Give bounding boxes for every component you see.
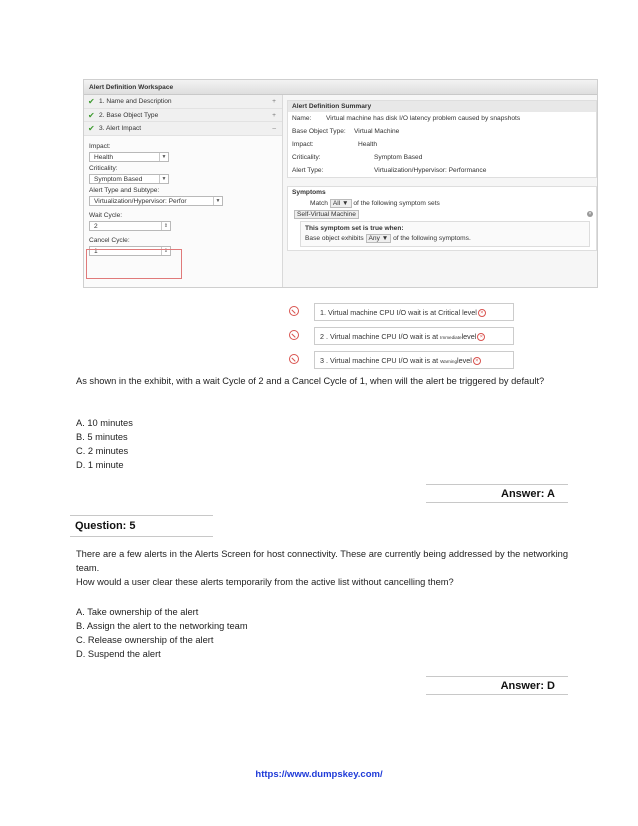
symptom-item: 2 . Virtual machine CPU I/O wait is at Immediatelevel × (289, 327, 529, 346)
exhibit-screenshot (83, 79, 598, 288)
workspace-title: Alert Definition Workspace (84, 80, 597, 95)
step-alert-impact[interactable]: ✔ 3. Alert Impact – (84, 122, 282, 136)
symptom-list (289, 303, 529, 375)
symptoms-panel (287, 186, 597, 251)
stepper-icon[interactable]: ⇕ (161, 247, 170, 255)
workspace-steps-panel (84, 95, 283, 288)
criticality-select[interactable]: Symptom Based ▼ (89, 174, 169, 184)
remove-icon[interactable]: × (478, 309, 486, 317)
wait-cycle-label: Wait Cycle: (89, 211, 123, 219)
checkmark-icon: ✔ (88, 124, 95, 133)
option-a: A. Take ownership of the alert (76, 607, 199, 617)
impact-label: Impact: (89, 142, 111, 150)
step-name-description[interactable]: ✔ 1. Name and Description + (84, 95, 282, 109)
prohibited-icon (289, 354, 299, 364)
summary-row: Name: Virtual machine has disk I/O latency problem caused by snapshots (292, 115, 521, 122)
symptom-set-box: This symptom set is true when: Base object exhibits Any ▼ of the following symptoms. (300, 221, 590, 247)
wait-cycle-input[interactable]: 2 ⇕ (89, 221, 171, 231)
match-select[interactable]: All ▼ (330, 199, 352, 208)
option-a: A. 10 minutes (76, 418, 133, 428)
symptom-item: 1. Virtual machine CPU I/O wait is at Critical level × (289, 303, 529, 322)
summary-title: Alert Definition Summary (288, 101, 596, 112)
stepper-icon[interactable]: ⇕ (161, 222, 170, 230)
option-b: B. 5 minutes (76, 432, 128, 442)
option-d: D. Suspend the alert (76, 649, 161, 659)
impact-select[interactable]: Health ▼ (89, 152, 169, 162)
summary-row: Criticality: Symptom Based (292, 154, 423, 161)
symptom-item: 3 . Virtual machine CPU I/O wait is at Warninglevel × (289, 351, 529, 370)
step-base-object-type[interactable]: ✔ 2. Base Object Type + (84, 109, 282, 123)
expand-icon[interactable]: + (272, 98, 276, 105)
question-5-stem: There are a few alerts in the Alerts Screen for host connectivity. These are currently being addressed by the networking team. How would a user clear these alerts temporarily from the active list without cancelling them? (76, 549, 568, 587)
alert-summary-panel (287, 100, 597, 178)
option-b: B. Assign the alert to the networking team (76, 621, 248, 631)
checkmark-icon: ✔ (88, 110, 95, 120)
wait-cycle-highlight-box (86, 249, 182, 279)
remove-set-icon[interactable]: × (588, 211, 592, 217)
question-5-options (76, 605, 248, 661)
question-4-options (76, 416, 133, 472)
alert-type-select[interactable]: Virtualization/Hypervisor: Perfor ▼ (89, 196, 223, 206)
summary-area (287, 100, 597, 251)
dropdown-arrow-icon: ▼ (159, 153, 168, 161)
symptoms-title: Symptoms (288, 187, 596, 198)
checkmark-icon: ✔ (88, 97, 95, 106)
cancel-cycle-label: Cancel Cycle: (89, 236, 130, 244)
alert-type-label: Alert Type and Subtype: (89, 186, 160, 194)
option-c: C. 2 minutes (76, 446, 129, 456)
criticality-label: Criticality: (89, 164, 118, 172)
option-d: D. 1 minute (76, 460, 124, 470)
dropdown-arrow-icon: ▼ (159, 175, 168, 183)
expand-icon[interactable]: + (272, 111, 276, 119)
option-c: C. Release ownership of the alert (76, 635, 214, 645)
question-4-stem: As shown in the exhibit, with a wait Cycle of 2 and a Cancel Cycle of 1, when will the alert be triggered by default? (76, 376, 545, 386)
collapse-icon[interactable]: – (272, 125, 276, 132)
question-5-heading: Question: 5 (70, 515, 213, 537)
exhibits-select[interactable]: Any ▼ (366, 234, 392, 243)
remove-icon[interactable]: × (477, 333, 485, 341)
remove-icon[interactable]: × (473, 357, 481, 365)
cancel-cycle-input[interactable]: 1 ⇕ (89, 246, 171, 256)
prohibited-icon (289, 330, 299, 340)
prohibited-icon (289, 306, 299, 316)
question-5-answer: Answer: D (426, 676, 568, 695)
dropdown-arrow-icon: ▼ (213, 197, 222, 205)
question-4-answer: Answer: A (426, 484, 568, 503)
summary-row: Alert Type: Virtualization/Hypervisor: Performance (292, 167, 487, 174)
summary-row: Base Object Type: Virtual Machine (292, 128, 400, 135)
symptom-set-tab[interactable]: Self-Virtual Machine (294, 210, 359, 219)
summary-row: Impact: Health (292, 141, 378, 148)
footer-link[interactable]: https://www.dumpskey.com/ (255, 769, 383, 780)
match-row: Match All ▼ of the following symptom sets (310, 200, 440, 207)
